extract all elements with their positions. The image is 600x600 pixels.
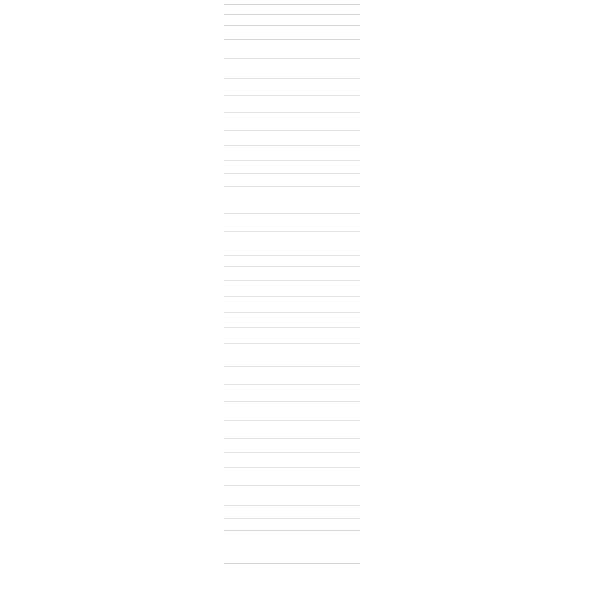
nutrient-row xyxy=(224,327,360,344)
nutrient-row xyxy=(224,173,360,187)
nutrient-row xyxy=(224,452,360,468)
nutrient-row xyxy=(224,296,360,313)
nutrient-row xyxy=(224,312,360,328)
footnote-rule xyxy=(224,530,360,531)
nutrient-row xyxy=(224,343,360,367)
table-header-rule xyxy=(224,39,360,40)
nutrient-row xyxy=(224,384,360,402)
disclaimer-rule xyxy=(224,563,360,564)
nutrient-row xyxy=(224,160,360,174)
nutrient-row xyxy=(224,366,360,385)
nutrient-row xyxy=(224,145,360,161)
nutrient-row xyxy=(224,280,360,297)
nutrient-row xyxy=(224,213,360,232)
nutrient-row xyxy=(224,485,360,506)
nutrient-row xyxy=(224,467,360,486)
nutrient-row xyxy=(224,112,360,131)
nutrient-row xyxy=(224,231,360,256)
header-rule xyxy=(224,4,360,5)
nutrient-row xyxy=(224,505,360,519)
nutrient-row xyxy=(224,266,360,281)
nutrient-row xyxy=(224,95,360,113)
header-rule xyxy=(224,14,360,15)
header-rule xyxy=(224,25,360,26)
nutrient-row xyxy=(224,78,360,96)
nutrient-row xyxy=(224,438,360,453)
nutrient-row xyxy=(224,401,360,421)
nutrient-row xyxy=(224,130,360,146)
nutrient-row xyxy=(224,186,360,214)
nutrient-row xyxy=(224,420,360,439)
supplement-facts-panel xyxy=(224,0,360,600)
